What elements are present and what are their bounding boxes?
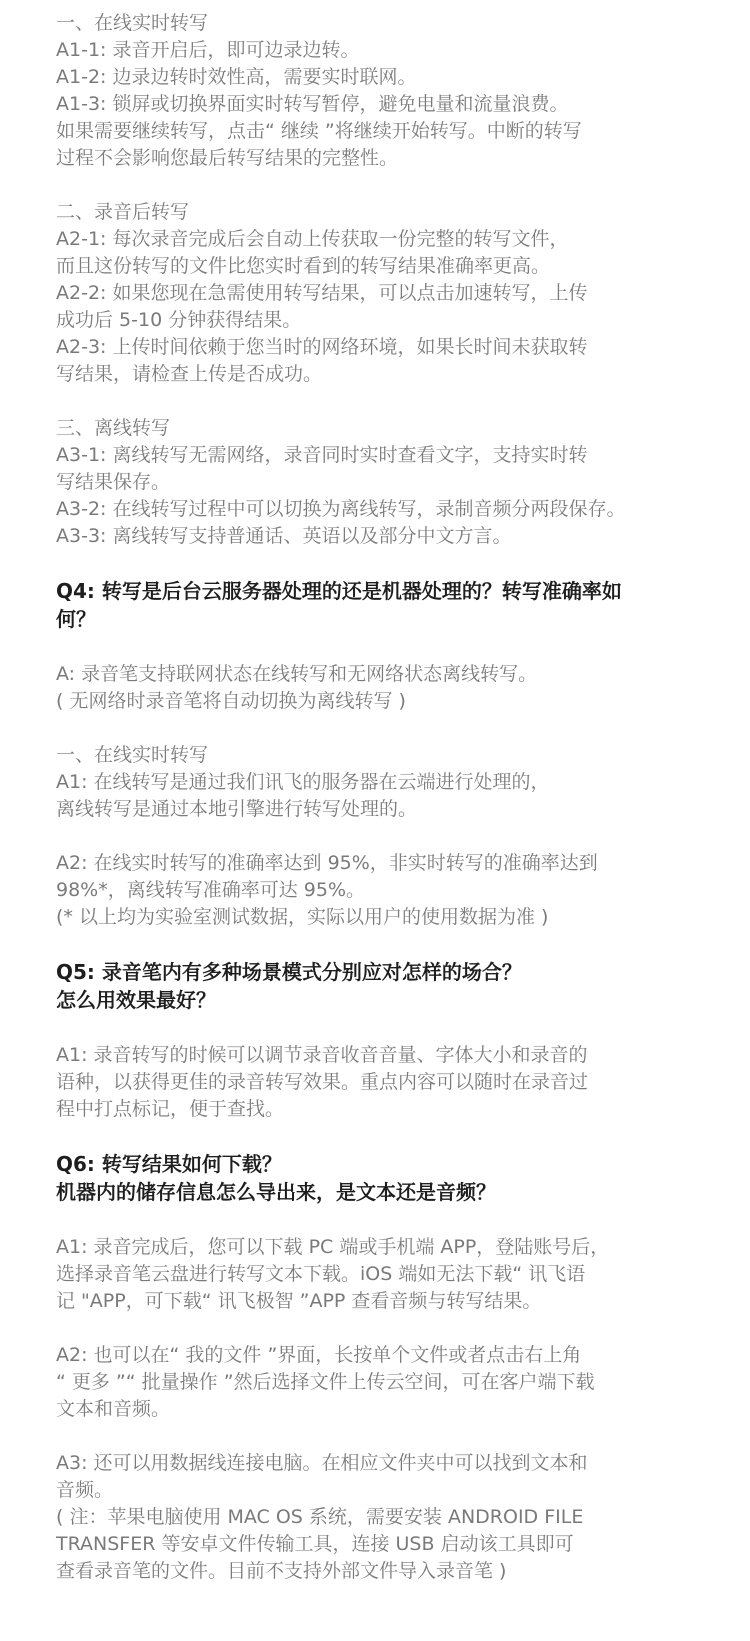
question-line: 机器内的储存信息怎么导出来，是文本还是音频？ [56,1180,496,1204]
spacer [56,172,710,199]
answer-line: 音频。 [56,1479,114,1501]
question-line: Q6: 转写结果如何下载？ [56,1152,282,1176]
answer-line: 而且这份转写的文件比您实时看到的转写结果准确率更高。 [56,255,551,277]
spacer [56,931,710,958]
answer-q5 [56,1042,710,1123]
answer-line: A3-2: 在线转写过程中可以切换为离线转写，录制音频分两段保存。 [56,498,626,520]
answer-line: A3-3: 离线转写支持普通话、英语以及部分中文方言。 [56,525,512,547]
answer-q4-accuracy [56,850,710,931]
answer-q4 [56,661,710,715]
answer-line: 选择录音笔云盘进行转写文本下载。iOS 端如无法下载“ 讯飞语 [56,1263,586,1285]
section-heading: 二、录音后转写 [56,201,190,223]
answer-note: ( 注：苹果电脑使用 MAC OS 系统，需要安装 ANDROID FILE [56,1506,584,1528]
answer-line: 记 "APP，可下载“ 讯飞极智 ”APP 查看音频与转写结果。 [56,1290,542,1312]
spacer [56,633,710,661]
answer-line: A3: 还可以用数据线连接电脑。在相应文件夹中可以找到文本和 [56,1452,588,1474]
answer-note: 查看录音笔的文件。目前不支持外部文件导入录音笔 ) [56,1560,507,1582]
answer-q6-a1 [56,1234,710,1315]
answer-line: 写结果保存。 [56,471,171,493]
answer-line: A1-1: 录音开启后，即可边录边转。 [56,39,360,61]
answer-line: A2-2: 如果您现在急需使用转写结果，可以点击加速转写，上传 [56,282,588,304]
question-line: Q4: 转写是后台云服务器处理的还是机器处理的？转写准确率如 [56,579,622,603]
answer-line: A1: 在线转写是通过我们讯飞的服务器在云端进行处理的， [56,771,550,793]
spacer [56,1123,710,1150]
spacer [56,1423,710,1450]
answer-line: A1-3: 锁屏或切换界面实时转写暂停，避免电量和流量浪费。 [56,93,569,115]
answer-line: 写结果，请检查上传是否成功。 [56,363,323,385]
answer-note: TRANSFER 等安卓文件传输工具，连接 USB 启动该工具即可 [56,1533,574,1555]
online-transcription-section [56,10,710,172]
question-q5 [56,958,710,1014]
question-line: 怎么用效果最好？ [56,988,216,1012]
answer-line: A2: 也可以在“ 我的文件 ”界面，长按单个文件或者点击右上角 [56,1344,582,1366]
answer-line: 成功后 5-10 分钟获得结果。 [56,309,302,331]
spacer [56,1315,710,1342]
answer-line: A2-1: 每次录音完成后会自动上传获取一份完整的转写文件， [56,228,569,250]
answer-line: 98%*，离线转写准确率可达 95%。 [56,879,366,901]
answer-q6-a3 [56,1450,710,1585]
spacer [56,1014,710,1042]
answer-line: 文本和音频。 [56,1398,171,1420]
answer-line: 过程不会影响您最后转写结果的完整性。 [56,147,399,169]
answer-line: A3-1: 离线转写无需网络，录音同时实时查看文字，支持实时转 [56,444,588,466]
spacer [56,550,710,577]
answer-line: 离线转写是通过本地引擎进行转写处理的。 [56,798,418,820]
question-line: 何？ [56,607,96,631]
answer-line: A1: 录音完成后，您可以下载 PC 端或手机端 APP，登陆账号后， [56,1236,610,1258]
section-heading: 一、在线实时转写 [56,12,209,34]
answer-line: ( 无网络时录音笔将自动切换为离线转写 ) [56,690,406,712]
answer-line: 如果需要继续转写，点击“ 继续 ”将继续开始转写。中断的转写 [56,120,582,142]
answer-line: A1-2: 边录边转时效性高，需要实时联网。 [56,66,417,88]
section-heading: 三、离线转写 [56,417,171,439]
offline-transcription-section [56,415,710,550]
answer-line: A2-3: 上传时间依赖于您当时的网络环境，如果长时间未获取转 [56,336,588,358]
answer-q4-online [56,742,710,823]
answer-line: A2: 在线实时转写的准确率达到 95%，非实时转写的准确率达到 [56,852,598,874]
question-q6 [56,1150,710,1206]
answer-q6-a2 [56,1342,710,1423]
spacer [56,823,710,850]
spacer [56,388,710,415]
answer-line: 语种，以获得更佳的录音转写效果。重点内容可以随时在录音过 [56,1071,589,1093]
spacer [56,1206,710,1234]
question-line: Q5: 录音笔内有多种场景模式分别应对怎样的场合？ [56,960,522,984]
section-heading: 一、在线实时转写 [56,744,209,766]
spacer [56,715,710,742]
answer-note: (* 以上均为实验室测试数据，实际以用户的使用数据为准 ) [56,906,549,928]
question-q4 [56,577,710,633]
answer-line: A1: 录音转写的时候可以调节录音收音音量、字体大小和录音的 [56,1044,588,1066]
post-recording-transcription-section [56,199,710,388]
answer-line: 程中打点标记，便于查找。 [56,1098,285,1120]
answer-line: A: 录音笔支持联网状态在线转写和无网络状态离线转写。 [56,663,538,685]
answer-line: “ 更多 ”“ 批量操作 ”然后选择文件上传云空间，可在客户端下载 [56,1371,595,1393]
